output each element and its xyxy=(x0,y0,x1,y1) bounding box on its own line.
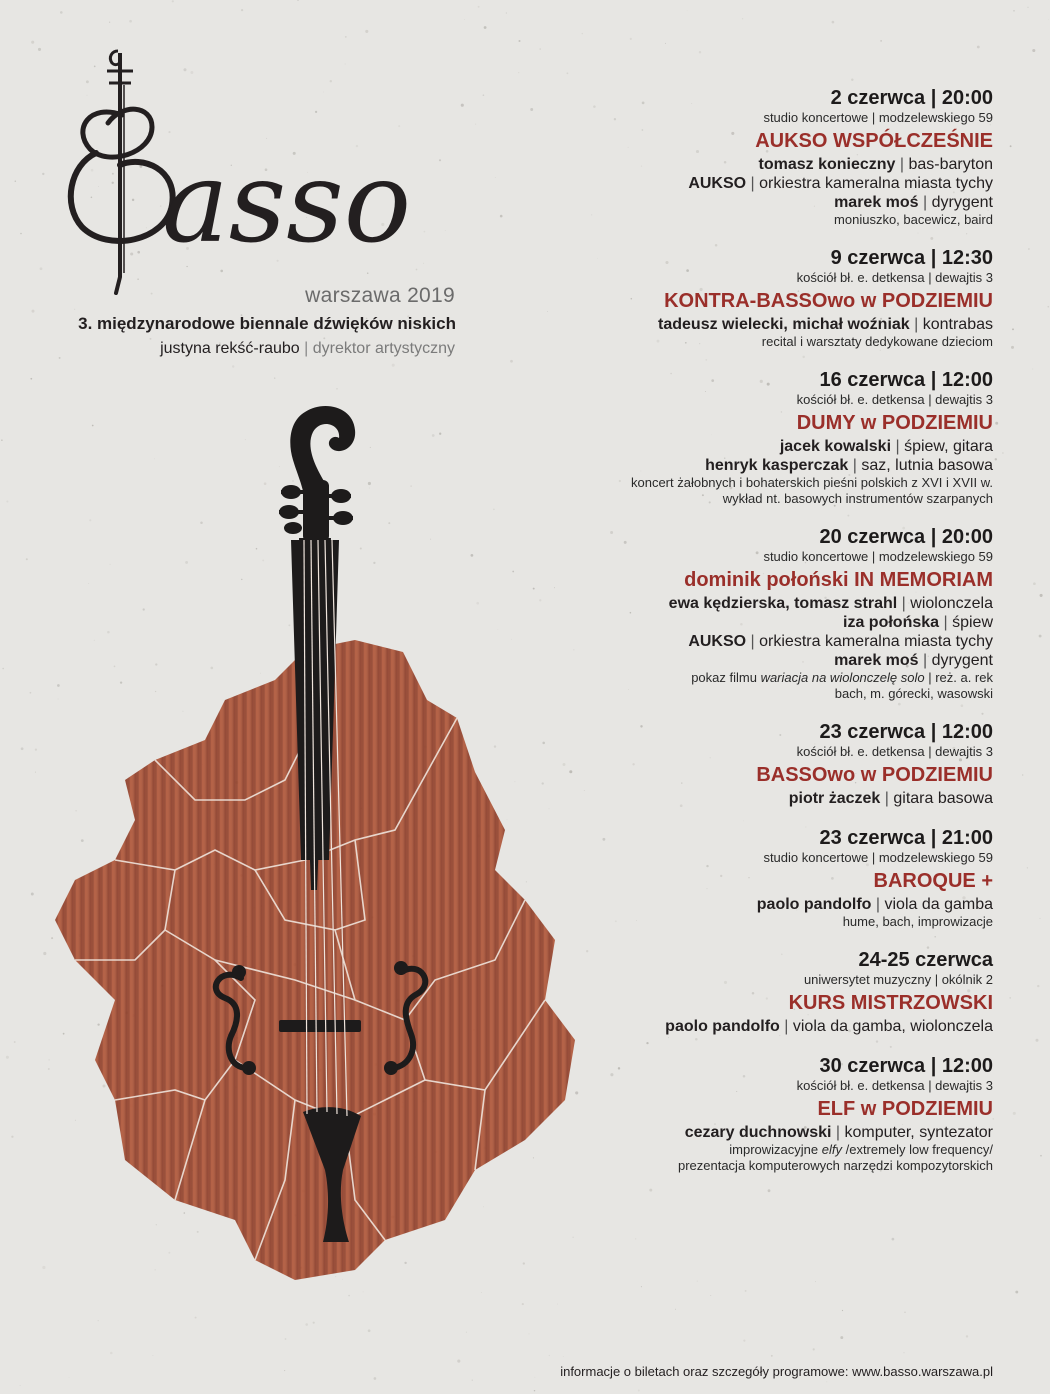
event-entry xyxy=(533,948,993,1036)
performer-role: orkiestra kameralna miasta tychy xyxy=(759,175,993,192)
event-date: 30 czerwca | 12:00 xyxy=(819,1055,993,1077)
separator: | xyxy=(848,457,862,474)
performer-name: AUKSO xyxy=(688,175,747,192)
event-note: wykład nt. basowych instrumentów szarpanych xyxy=(722,491,993,506)
event-note: bach, m. górecki, wasowski xyxy=(834,686,993,701)
note-text: | reż. a. rek xyxy=(924,670,993,685)
performer-role: dyrygent xyxy=(931,194,993,211)
performer-name: paolo pandolfo xyxy=(756,896,872,913)
event-entry xyxy=(533,86,993,228)
performer-name: piotr żaczek xyxy=(788,790,881,807)
event-title: dominik połoński IN MEMORIAM xyxy=(684,569,993,591)
event-note xyxy=(533,670,993,686)
event-venue: kościół bł. e. detkensa | dewajtis 3 xyxy=(796,1078,993,1093)
event-date: 24-25 czerwca xyxy=(858,949,993,971)
event-venue: studio koncertowe | modzelewskiego 59 xyxy=(763,549,993,564)
performer-name: marek moś xyxy=(834,652,919,669)
performer-role: orkiestra kameralna miasta tychy xyxy=(759,633,993,650)
event-note: recital i warsztaty dedykowane dzieciom xyxy=(761,334,993,349)
event-date: 23 czerwca | 12:00 xyxy=(819,721,993,743)
performer-name: jacek kowalski xyxy=(779,438,892,455)
event-note xyxy=(533,1142,993,1158)
note-text: improwizacyjne xyxy=(729,1142,822,1157)
performer-name: AUKSO xyxy=(688,633,747,650)
performer-role: bas-baryton xyxy=(908,156,993,173)
separator: | xyxy=(897,595,911,612)
event-venue: studio koncertowe | modzelewskiego 59 xyxy=(763,110,993,125)
performer-name: tomasz konieczny xyxy=(758,156,896,173)
performer-name: tadeusz wielecki, michał woźniak xyxy=(658,316,910,333)
event-note: hume, bach, improwizacje xyxy=(842,914,993,929)
event-venue: uniwersytet muzyczny | okólnik 2 xyxy=(803,972,993,987)
footer-info: informacje o biletach oraz szczegóły programowe: www.basso.warszawa.pl xyxy=(560,1364,993,1379)
event-entry xyxy=(533,525,993,702)
performer-line xyxy=(533,456,993,475)
performer-line xyxy=(533,594,993,613)
event-title: BAROQUE + xyxy=(873,870,993,892)
biennale-title: 3. międzynarodowe biennale dźwięków niskich xyxy=(78,314,456,333)
separator: | xyxy=(918,652,932,669)
note-italic: wariacja na wiolonczelę solo xyxy=(760,670,925,685)
city-year: warszawa 2019 xyxy=(305,284,455,307)
performer-line xyxy=(533,193,993,212)
performer-name: iza połońska xyxy=(843,614,940,631)
separator: | xyxy=(831,1124,845,1141)
separator: | xyxy=(939,614,953,631)
performer-role: komputer, syntezator xyxy=(844,1124,993,1141)
event-date: 23 czerwca | 21:00 xyxy=(819,827,993,849)
event-date: 9 czerwca | 12:30 xyxy=(830,247,993,269)
event-date: 16 czerwca | 12:00 xyxy=(819,369,993,391)
event-title: KURS MISTRZOWSKI xyxy=(788,992,993,1014)
performer-line xyxy=(533,155,993,174)
basso-logo-artwork xyxy=(60,45,480,305)
separator: | xyxy=(746,633,760,650)
separator: | xyxy=(895,156,909,173)
performer-role: śpiew, gitara xyxy=(904,438,993,455)
performer-name: marek moś xyxy=(834,194,919,211)
double-bass-map-illustration xyxy=(55,400,595,1320)
performer-role: wiolonczela xyxy=(910,595,993,612)
separator: | xyxy=(299,340,313,357)
performer-line xyxy=(533,174,993,193)
event-date: 2 czerwca | 20:00 xyxy=(830,87,993,109)
director-role: dyrektor artystyczny xyxy=(312,340,455,357)
performer-role: dyrygent xyxy=(931,652,993,669)
separator: | xyxy=(891,438,905,455)
separator: | xyxy=(779,1018,793,1035)
performer-name: henryk kasperczak xyxy=(705,457,849,474)
event-entry xyxy=(533,720,993,808)
performer-name: paolo pandolfo xyxy=(665,1018,780,1035)
artistic-director xyxy=(160,340,455,358)
event-title: KONTRA-BASSOwo w PODZIEMIU xyxy=(664,290,993,312)
event-entry xyxy=(533,246,993,350)
event-entry xyxy=(533,368,993,507)
logo-lettering: asso xyxy=(162,138,412,268)
event-title: DUMY w PODZIEMIU xyxy=(796,412,993,434)
note-text: pokaz filmu xyxy=(691,670,761,685)
performer-line xyxy=(533,895,993,914)
event-note: prezentacja komputerowych narzędzi kompozytorskich xyxy=(677,1158,993,1173)
separator: | xyxy=(880,790,894,807)
performer-role: kontrabas xyxy=(922,316,993,333)
separator: | xyxy=(909,316,923,333)
performer-line xyxy=(533,613,993,632)
note-italic: elfy xyxy=(821,1142,842,1157)
event-note: moniuszko, bacewicz, baird xyxy=(834,212,993,227)
performer-line xyxy=(533,315,993,334)
performer-line xyxy=(533,1123,993,1142)
performer-role: viola da gamba xyxy=(884,896,993,913)
separator: | xyxy=(746,175,760,192)
separator: | xyxy=(871,896,885,913)
event-title: ELF w PODZIEMIU xyxy=(817,1098,993,1120)
performer-role: viola da gamba, wiolonczela xyxy=(792,1018,993,1035)
event-venue: kościół bł. e. detkensa | dewajtis 3 xyxy=(796,392,993,407)
basso-logo xyxy=(60,45,480,305)
note-text: /extremely low frequency/ xyxy=(841,1142,993,1157)
event-venue: kościół bł. e. detkensa | dewajtis 3 xyxy=(796,270,993,285)
event-note: koncert żałobnych i bohaterskich pieśni polskich z XVI i XVII w. xyxy=(630,475,993,490)
event-title: BASSOwo w PODZIEMIU xyxy=(756,764,993,786)
director-name: justyna rekść-raubo xyxy=(160,340,300,357)
event-title: AUKSO WSPÓŁCZEŚNIE xyxy=(755,130,993,152)
performer-name: cezary duchnowski xyxy=(684,1124,832,1141)
performer-line xyxy=(533,651,993,670)
event-entry xyxy=(533,826,993,930)
performer-role: gitara basowa xyxy=(893,790,993,807)
event-venue: studio koncertowe | modzelewskiego 59 xyxy=(763,850,993,865)
event-date: 20 czerwca | 20:00 xyxy=(819,526,993,548)
performer-line xyxy=(533,1017,993,1036)
event-venue: kościół bł. e. detkensa | dewajtis 3 xyxy=(796,744,993,759)
performer-role: saz, lutnia basowa xyxy=(861,457,993,474)
event-entry xyxy=(533,1054,993,1174)
performer-line xyxy=(533,632,993,651)
performer-role: śpiew xyxy=(952,614,993,631)
performer-line xyxy=(533,789,993,808)
performer-line xyxy=(533,437,993,456)
performer-name: ewa kędzierska, tomasz strahl xyxy=(668,595,898,612)
program-listing xyxy=(533,86,993,1174)
separator: | xyxy=(918,194,932,211)
